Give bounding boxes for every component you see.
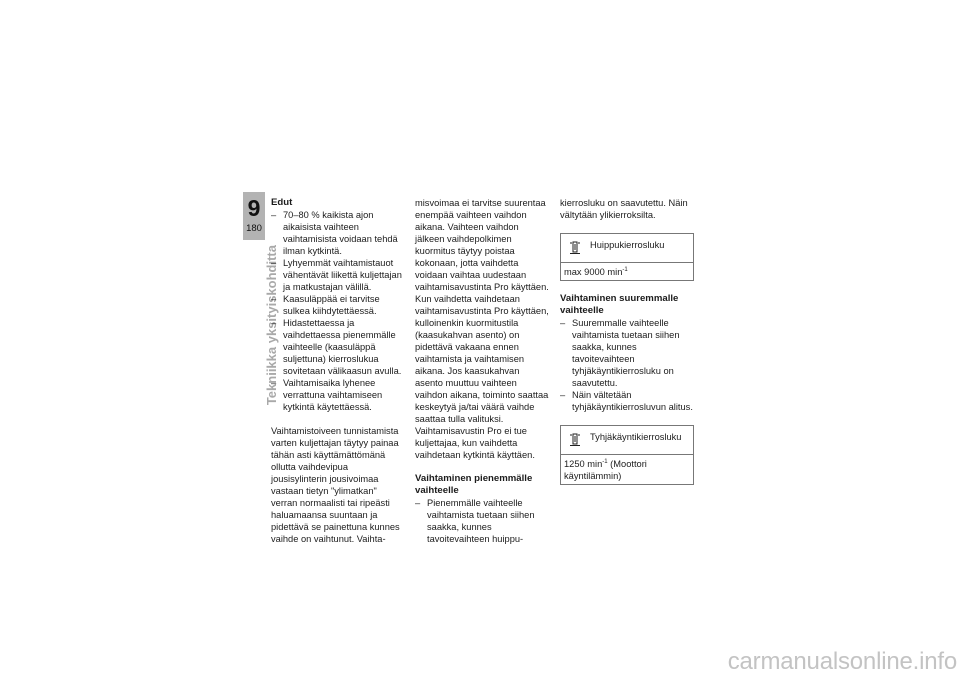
rev-counter-icon [569,433,581,447]
heading-upshift: Vaihtaminen suuremmalle vaihteelle [560,293,679,316]
heading-edut: Edut [271,197,293,208]
downshift-list [415,497,549,545]
spec-value-text: 1250 min [564,459,603,469]
spec-box-title: Huippukierrosluku [590,240,665,250]
spec-box-title: Tyhjäkäyntikierrosluku [590,432,682,442]
column-1 [271,197,405,545]
list-item: – Näin vältetään tyhjäkäyntikierrosluvun alitus. [560,389,694,413]
section-title: Tekniikka yksityiskohditta [264,245,279,406]
chapter-number: 9 [247,195,261,221]
watermark: carmanualsonline.info [727,648,957,675]
spec-box-header [561,234,693,263]
spec-value-rest: (Moottori käyntilämmin) [564,459,647,481]
spec-value-text: max 9000 min [564,267,623,277]
column-3 [560,197,694,485]
benefits-list [271,209,405,413]
paragraph: misvoimaa ei tarvitse suurentaa enempää vaihteen vaihdon aikana. Vaihteen vaihdon jälkeen vaihdepolkimen kuormitus täytyy poistaa kokonaan, jotta vaihdetta voidaan vaihtaa uudestaan vaihtamisavustinta Pro käyttäen. Kun vaihdetta vaihdetaan vaihtamisavustinta Pro käyttäen, kulloinenkin kuormitustila (kaasukahvan asento) on pidettävä vakaana ennen vaihtamista ja vaihtamisen aikana. Jos kaasukahvan asento muuttuu vaihteen vaihdon aikana, toiminto saattaa keskeytyä ja/tai väärä vaihde saattaa tulla valituksi. Vaihtamisavustin Pro ei tue kuljettajaa, kun vaihdetta vaihdetaan kytkintä käyttäen. [415,198,549,460]
spec-box-idle-rpm [560,425,694,485]
spec-box-value [561,455,693,484]
spec-box-value [561,263,693,280]
upshift-list [560,317,694,413]
paragraph: kierrosluku on saavutettu. Näin vältytään ylikierroksilta. [560,198,688,220]
list-item: – 70–80 % kaikista ajon aikaisista vaihteen vaihtamisista voidaan tehdä ilman kytkintä. [271,209,405,257]
list-item: – Lyhyemmät vaihtamistauot vähentävät liikettä kuljettajan ja matkustajan välillä. [271,257,405,293]
heading-downshift: Vaihtaminen pienemmälle vaihteelle [415,473,533,496]
rev-counter-icon [569,241,581,255]
page-number: 180 [246,223,262,234]
list-item: – Kaasuläppää ei tarvitse sulkea kiihdytettäessä. [271,293,405,317]
spec-box-max-rpm [560,233,694,281]
list-item: – Suuremmalle vaihteelle vaihtamista tuetaan siihen saakka, kunnes tavoitevaihteen tyhjäkäyntikierrosluku on saavutettu. [560,317,694,389]
column-2 [415,197,549,545]
paragraph: Vaihtamistoiveen tunnistamista varten kuljettajan täytyy painaa tähän asti käyttämättömänä ollutta vaihdevipua jousisylinterin jousivoimaa vastaan tietyn "ylimatkan" verran normaalisti tai ripeästi haluamaansa suuntaan ja pidettävä se painettuna kunnes vaihde on vaihtunut. Vaihta- [271,426,400,544]
list-item: – Pienemmälle vaihteelle vaihtamista tuetaan siihen saakka, kunnes tavoitevaihteen huippu- [415,497,549,545]
unit-exponent: -1 [622,267,628,273]
spec-box-header [561,426,693,455]
chapter-tab [243,192,265,240]
list-item: – Vaihtamisaika lyhenee verrattuna vaihtamiseen kytkintä käytettäessä. [271,377,405,413]
unit-exponent: -1 [602,459,608,465]
list-item: – Hidastettaessa ja vaihdettaessa pienemmälle vaihteelle (kaasuläppä suljettuna) kierroslukua sovitetaan välikaasun avulla. [271,317,405,377]
